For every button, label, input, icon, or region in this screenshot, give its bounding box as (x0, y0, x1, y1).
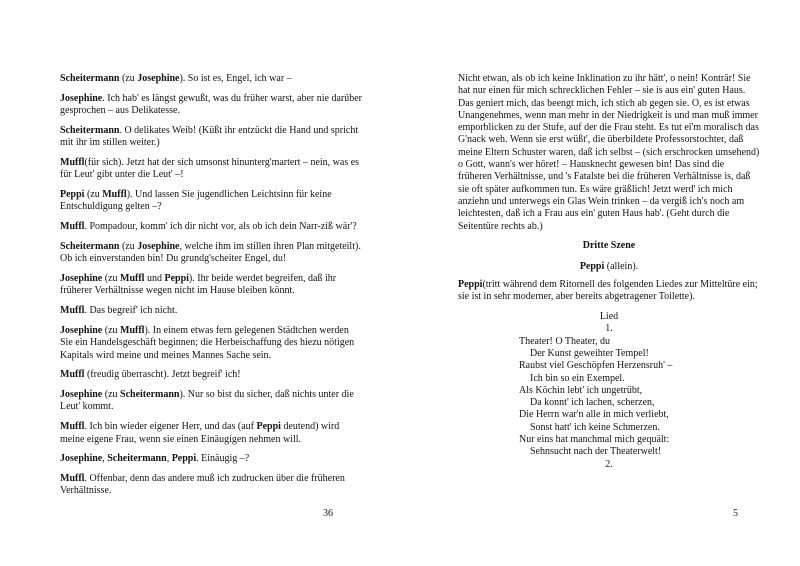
speaker-name: Peppi (256, 421, 281, 433)
verse-line: Sonst hatt' ich keine Schmerzen. (530, 421, 660, 433)
dialogue-paragraph: Josephine (zu Muffl und Peppi). Ihr beide werdet begreifen, daß ihr früherer Verhältnisse wegen nicht im Hause bleiben könnt. (60, 273, 337, 297)
verse-line: Sehnsucht nach der Theaterwelt! (530, 446, 662, 458)
page-number-right: 5 (733, 508, 738, 519)
speaker-name: Peppi (579, 260, 605, 272)
dialogue-paragraph: Muffl. Pompadour, komm' ich dir nicht vor, als ob ich dein Narr-ziß wär'? (60, 221, 357, 233)
song-verse (458, 336, 760, 459)
speaker-name: Peppi (60, 189, 85, 201)
dialogue-paragraph: Muffl. Das begreif' ich nicht. (60, 305, 178, 317)
dialogue-paragraph: Josephine. Ich hab' es längst gewußt, was du früher warst, aber nie darüber gesprochen – aus Delikatesse. (60, 92, 362, 117)
speaker-name: Peppi (164, 273, 189, 285)
speaker-name: Muffl (60, 421, 85, 433)
dialogue-paragraph: Muffl (freudig überrascht). Jetzt begreif' ich! (60, 369, 241, 381)
stage-direction: Peppi(tritt während dem Ritornell des folgenden Liedes zur Mitteltüre ein; sie ist in sehr moderner, aber bereits abgetragener Toilette). (458, 278, 758, 303)
speaker-name: Josephine (60, 92, 103, 104)
speaker-name: Muffl (60, 369, 85, 381)
page-number-left: 36 (323, 508, 333, 519)
verse-line: Raubst viel Geschöpfen Herzensruh' – (519, 360, 673, 372)
scene-heading: Dritte Szene (582, 240, 636, 252)
dialogue-paragraph: Josephine, Scheitermann, Peppi. Einäugig –? (60, 453, 250, 465)
speaker-name: Josephine (60, 324, 103, 336)
speaker-name: Scheitermann (60, 73, 120, 84)
speaker-name: Josephine (60, 273, 103, 285)
scene-subheading: Peppi (allein). (579, 260, 639, 272)
dialogue-paragraph: Scheitermann. O delikates Weib! (Küßt ihr entzückt die Hand und spricht mit ihr im stillen weiter.) (60, 124, 359, 149)
verse-number: 1. (605, 323, 613, 335)
dialogue-paragraph: Muffl. Ich bin wieder eigener Herr, und das (auf Peppi deutend) wird meine eigene Frau, wenn sie einen Einäugigen nehmen will. (60, 421, 340, 445)
dialogue-paragraph: Muffl. Offenbar, denn das andere muß ich zudrucken über die früheren Verhältnisse. (60, 473, 345, 497)
speaker-name: Muffl (60, 305, 85, 317)
dialogue-paragraph: Muffl(für sich). Jetzt hat der sich umsonst hinunterg'martert – nein, was es für Leut' gibt unter die Leut' –! (60, 156, 360, 181)
speaker-name: Muffl (120, 273, 145, 285)
monologue-paragraph: Nicht etwan, als ob ich keine Inklination zu ihr hätt', o nein! Konträr! Sie hat nur einen für mich schrecklichen Fehler – sie is aus ein' guten Haus. Das geniert mich, das beengt mich, ich stich ab gegen sie. O, es ist etwas Unangenehmes, wenn man mehr in der Niedrigkeit is und man muß immer emporblicken zu der Stufe, auf der die Frau steht. Es tut ei'm moralisch das G'nack weh. Wenn sie erst wüßt', die überbildete Professorstochter, daß meine Eltern Schuster waren, daß ich selbst – (sich erschrocken umsehend) o Gott, wann's wer höret! – Hausknecht gewesen bin! Das sind die früheren Verhältnisse, und 's Fatalste bei die früheren Verhältnisse is, daß sie oft später aufkommen tun. Es wäre gräßlich! Jetzt werd' ich mich anziehn und unterwegs ein Glas Wein trinken – da vergiß ich's noch am leichtesten, daß ich a Frau aus ein' guten Haus hab'. (Geht durch die Seitentüre rechts ab.) (458, 73, 760, 232)
verse-line: Als Köchin lebt' ich ungetrübt, (519, 384, 643, 396)
dialogue-paragraph: Scheitermann (zu Josephine, welche ihm im stillen ihren Plan mitgeteilt). Ob ich einverstanden bin! Du grundg'scheiter Engel, du! (60, 240, 361, 265)
speaker-name: Josephine (60, 453, 103, 465)
song-title: Lied (599, 311, 619, 323)
verse-line: Der Kunst geweihter Tempel! (530, 347, 649, 359)
speaker-name: Muffl (120, 324, 145, 336)
speaker-name: Scheitermann (60, 124, 120, 136)
verse-line: Ich bin so ein Exempel. (530, 372, 625, 384)
speaker-name: Peppi (171, 453, 197, 465)
speaker-name: Scheitermann (60, 240, 120, 252)
speaker-name: Muffl (60, 221, 85, 233)
dialogue-paragraph: Josephine (zu Muffl). In einem etwas fern gelegenen Städtchen werden Sie ein Handelsgeschäft beginnen; die Herbeischaffung des hiezu nötigen Kapitals wird meine und meines Mannes Sache sein. (60, 324, 355, 361)
left-page-text-column (60, 73, 362, 505)
verse-line: Nur eins hat manchmal mich gequält: (519, 434, 670, 446)
right-page-text-column (458, 73, 760, 471)
speaker-name: Josephine (137, 240, 180, 252)
speaker-name: Scheitermann (107, 453, 167, 465)
verse-line: Theater! O Theater, du (519, 335, 611, 347)
speaker-name: Scheitermann (120, 389, 180, 401)
speaker-name: Muffl (60, 156, 85, 168)
dialogue-paragraph: Scheitermann (zu Josephine). So ist es, Engel, ich war – (60, 73, 292, 84)
next-verse-number: 2. (605, 458, 613, 470)
speaker-name: Peppi (458, 278, 483, 290)
speaker-name: Josephine (60, 389, 103, 401)
speaker-name: Josephine (137, 73, 180, 84)
dialogue-paragraph: Peppi (zu Muffl). Und lassen Sie jugendlichen Leichtsinn für keine Entschuldigung gelten –? (60, 189, 332, 213)
verse-line: Da konnt' ich lachen, scherzen, (530, 397, 655, 409)
speaker-name: Muffl (60, 473, 85, 485)
dialogue-paragraph: Josephine (zu Scheitermann). Nur so bist du sicher, daß nichts unter die Leut' kommt. (60, 389, 354, 413)
verse-line: Die Herrn war'n alle in mich verliebt, (519, 409, 669, 421)
speaker-name: Muffl (102, 189, 127, 201)
